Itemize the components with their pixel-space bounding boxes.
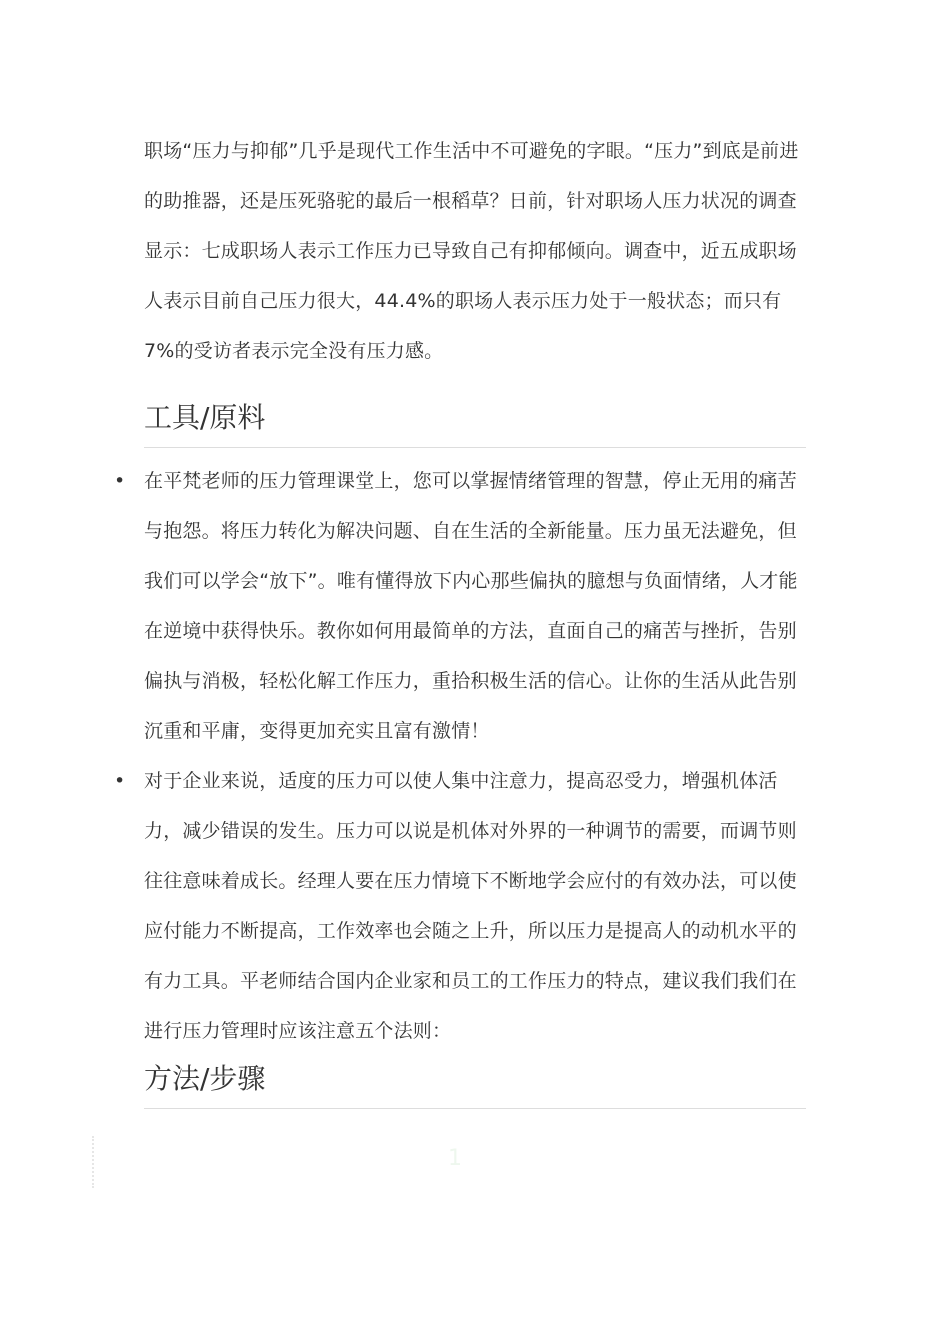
steps-heading: 方法/步骤 (144, 1056, 806, 1109)
intro-paragraph: 职场“压力与抑郁”几乎是现代工作生活中不可避免的字眼。“压力”到底是前进的助推器，还是压死骆驼的最后一根稻草？日前，针对职场人压力状况的调查显示：七成职场人表示工作压力已导致自己有抑郁倾向。调查中，近五成职场人表示目前自己压力很大，44.4%的职场人表示压力处于一般状态；而只有 7%的受访者表示完全没有压力感。 (144, 140, 799, 362)
step-number: 1 (448, 1146, 462, 1171)
list-item (114, 456, 814, 756)
tools-heading: 工具/原料 (144, 395, 806, 448)
step-divider (92, 1136, 94, 1188)
list-item-text: 在平梵老师的压力管理课堂上，您可以掌握情绪管理的智慧，停止无用的痛苦与抱怨。将压力转化为解决问题、自在生活的全新能量。压力虽无法避免，但我们可以学会“放下”。唯有懂得放下内心那些偏执的臆想与负面情绪，人才能在逆境中获得快乐。教你如何用最简单的方法，直面自己的痛苦与挫折，告别偏执与消极，轻松化解工作压力，重拾积极生活的信心。让你的生活从此告别沉重和平庸，变得更加充实且富有激情！ (144, 470, 798, 742)
tools-list (114, 456, 814, 1056)
article-content (114, 126, 814, 1109)
bullet-icon: • (114, 470, 126, 492)
step-block (92, 1136, 812, 1188)
bullet-icon: • (114, 770, 126, 792)
list-item (114, 756, 814, 1056)
list-item-text: 对于企业来说，适度的压力可以使人集中注意力，提高忍受力，增强机体活力，减少错误的发生。压力可以说是机体对外界的一种调节的需要，而调节则往往意味着成长。经理人要在压力情境下不断地学会应付的有效办法，可以使应付能力不断提高，工作效率也会随之上升，所以压力是提高人的动机水平的有力工具。平老师结合国内企业家和员工的工作压力的特点，建议我们我们在进行压力管理时应该注意五个法则： (144, 770, 797, 1042)
